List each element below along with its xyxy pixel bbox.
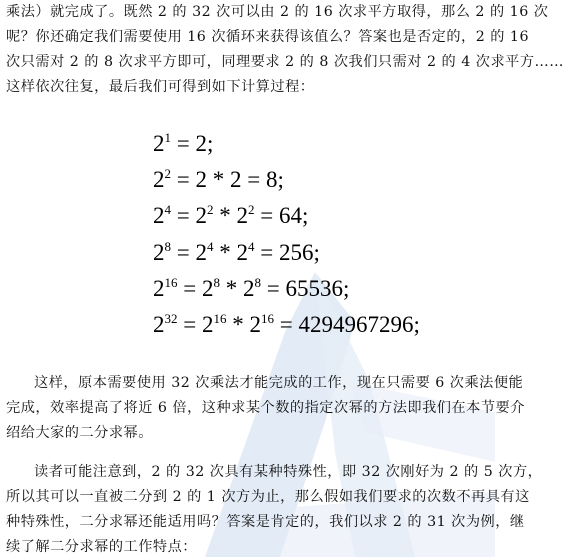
text-line: 次只需对 2 的 8 次求平方即可，同理要求 2 的 8 次我们只需对 2 的 4 次求平方…… (6, 54, 564, 70)
equation-block (153, 126, 420, 343)
text-line: 呢？你还确定我们需要使用 16 次循环来获得该值么？答案也是否定的，2 的 16 (6, 29, 529, 45)
text-line: 完成，效率提高了将近 6 倍，这种求某个数的指定次幂的方法即我们在本节要介 (6, 400, 525, 416)
equation-line: $2^8 = 2^4 * 2^4 = 256$; (153, 238, 320, 265)
text-line: 这样，原本需要使用 32 次乘法才能完成的工作，现在只需要 6 次乘法便能 (34, 375, 524, 391)
text-line: 种特殊性，二分求幂还能适用吗？答案是肯定的，我们以求 2 的 31 次为例，继 (6, 514, 525, 530)
paragraph-question (6, 460, 558, 560)
text-line: 所以其可以一直被二分到 2 的 1 次方为止，那么假如我们要求的次数不再具有这 (6, 489, 530, 505)
paragraph-summary (6, 371, 558, 446)
text-line: 绍给大家的二分求幂。 (6, 425, 153, 441)
equation-line: $2^1 = 2$; (153, 130, 214, 156)
equation-line: $2^4 = 2^2 * 2^2 = 64$; (153, 202, 309, 229)
text-line: 乘法）就完成了。既然 2 的 32 次可以由 2 的 16 次求平方取得，那么 2 的 16 次 (6, 4, 549, 20)
text-line: 这样依次往复，最后我们可得到如下计算过程： (6, 79, 315, 95)
text-line: 续了解二分求幂的工作特点： (6, 539, 197, 555)
text-line: 读者可能注意到，2 的 32 次具有某种特殊性，即 32 次刚好为 2 的 5 次方， (34, 464, 543, 480)
equation-line: $2^2 = 2 * 2 = 8$; (153, 166, 284, 193)
paragraph-intro (6, 0, 564, 100)
equation-line: $2^{16} = 2^8 * 2^8 = 65536$; (153, 274, 350, 301)
equation-line: $2^{32} = 2^{16} * 2^{16} = 4294967296$; (153, 310, 420, 337)
